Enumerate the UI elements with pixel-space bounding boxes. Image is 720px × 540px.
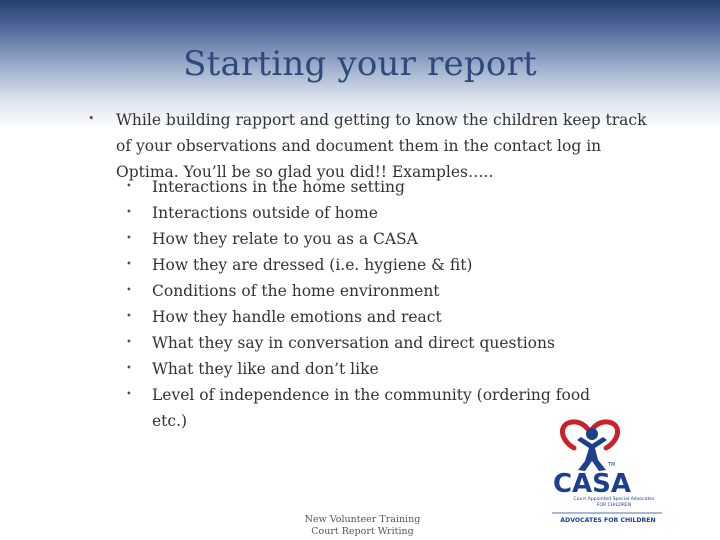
sub-bullet-item xyxy=(116,330,636,356)
sub-bullet-marker: • xyxy=(126,363,132,374)
casa-tagline: Court Appointed Special Advocates xyxy=(573,497,655,502)
trademark-mark: TM xyxy=(608,462,616,468)
sub-bullet-text: What they like and don’t like xyxy=(152,360,379,378)
sub-bullet-text: How they are dressed (i.e. hygiene & fit) xyxy=(152,256,473,274)
sub-bullet-continuation: etc.) xyxy=(152,412,188,430)
sub-bullet-item xyxy=(116,304,636,330)
sub-bullet-marker: • xyxy=(126,233,132,244)
casa-tagline-for-children: FOR CHILDREN xyxy=(596,503,632,508)
footer-line-training: New Volunteer Training xyxy=(304,514,421,525)
sub-bullet-marker: • xyxy=(126,389,132,400)
casa-logo xyxy=(542,418,670,526)
sub-bullet-list xyxy=(116,174,636,434)
sub-bullet-text: Interactions outside of home xyxy=(152,204,378,222)
sub-bullet-marker: • xyxy=(126,207,132,218)
sub-bullet-text: Interactions in the home setting xyxy=(152,178,405,196)
footer-line-court-report: Court Report Writing xyxy=(311,526,414,537)
sub-bullet-item xyxy=(116,278,636,304)
casa-logo-graphic xyxy=(542,418,670,526)
main-bullet-marker: • xyxy=(88,112,95,125)
sub-bullet-marker: • xyxy=(126,311,132,322)
sub-bullet-text: How they relate to you as a CASA xyxy=(152,230,418,248)
slide-title: Starting your report xyxy=(183,44,537,84)
sub-bullet-marker: • xyxy=(126,259,132,270)
sub-bullet-item xyxy=(116,200,636,226)
sub-bullet-text: What they say in conversation and direct questions xyxy=(152,334,555,352)
advocates-banner: ADVOCATES FOR CHILDREN xyxy=(560,517,656,524)
casa-wordmark: CASA xyxy=(552,469,632,499)
sub-bullet-text: Level of independence in the community (ordering food xyxy=(152,386,591,404)
sub-bullet-item xyxy=(116,174,636,200)
footer-text xyxy=(290,514,435,538)
sub-bullet-text: How they handle emotions and react xyxy=(152,308,442,326)
main-bullet-text: While building rapport and getting to know the children keep track of your observations and document them in the contact log in Optima. You’ll be so glad you did!! Examples….. xyxy=(116,111,647,181)
sub-bullet-item xyxy=(116,226,636,252)
sub-bullet-marker: • xyxy=(126,337,132,348)
child-figure-icon xyxy=(577,428,607,471)
sub-bullet-marker: • xyxy=(126,285,132,296)
sub-bullet-text: Conditions of the home environment xyxy=(152,282,440,300)
sub-bullet-item xyxy=(116,252,636,278)
sub-bullet-marker: • xyxy=(126,181,132,192)
sub-bullet-item xyxy=(116,356,636,382)
